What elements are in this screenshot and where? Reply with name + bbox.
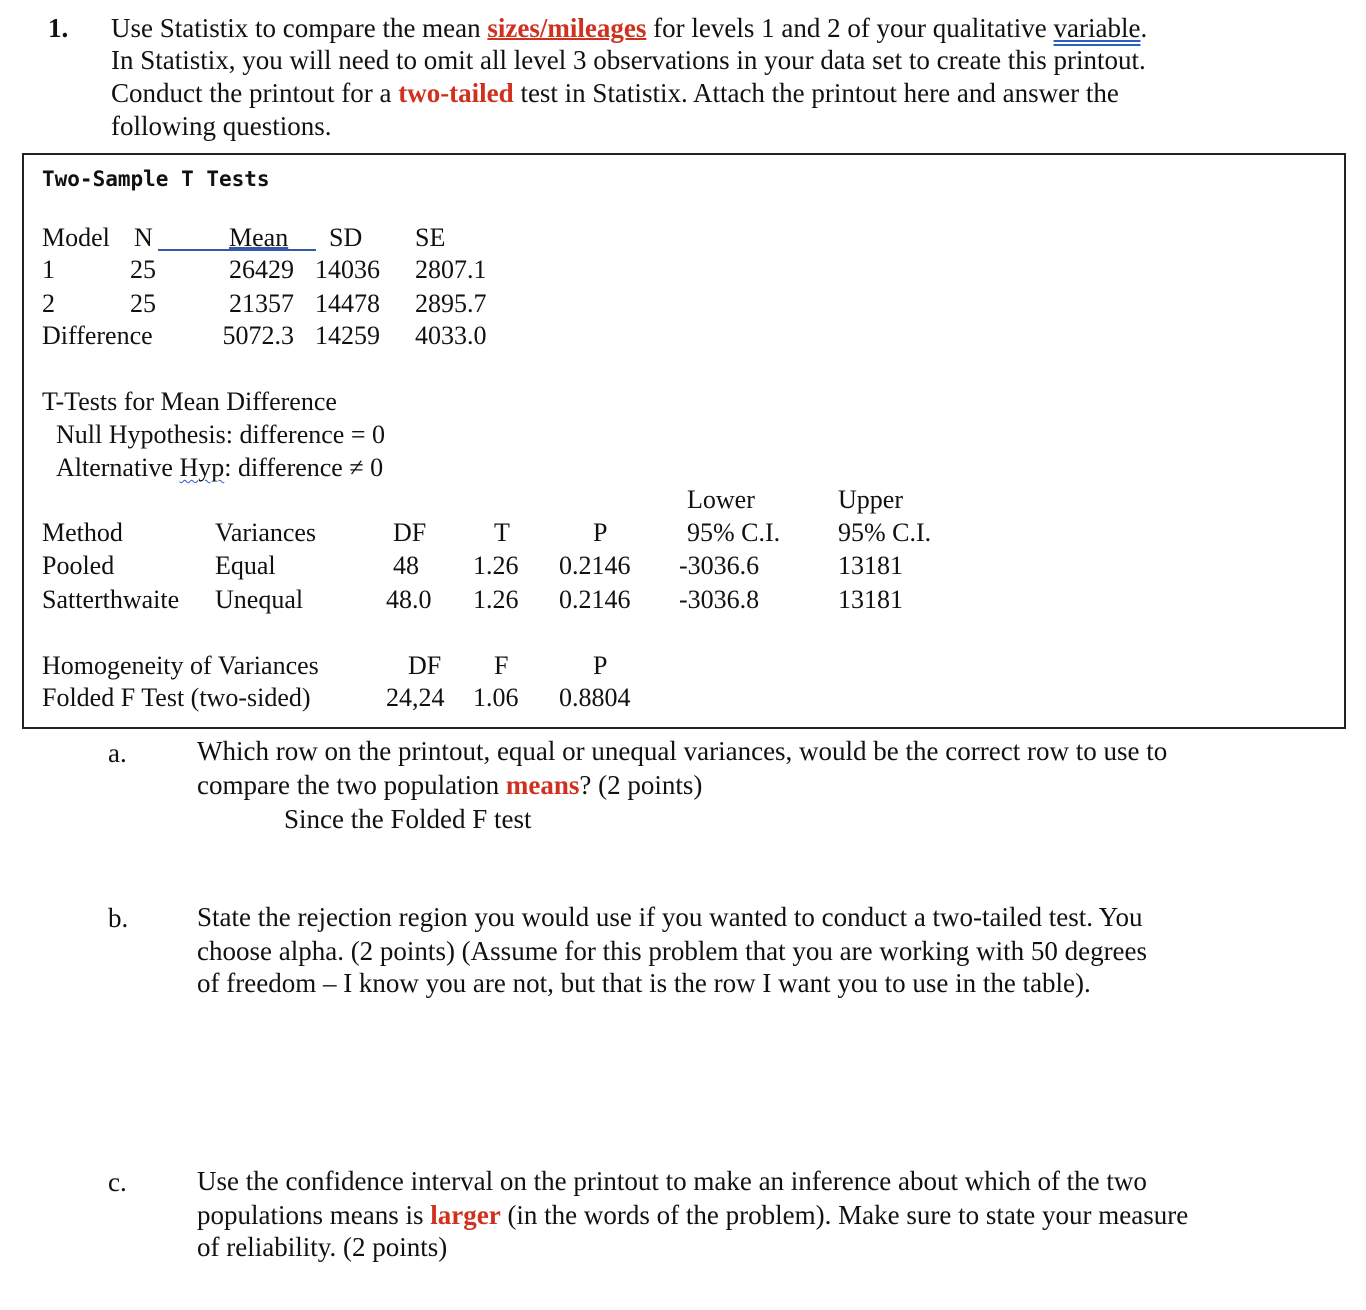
- part-a-answer: Since the Folded F test: [284, 804, 532, 834]
- summary-row-1-model: 1: [42, 255, 55, 284]
- question-number: 1.: [48, 13, 69, 43]
- alt-hyp-text: : difference ≠ 0: [224, 453, 384, 482]
- part-b-letter: b.: [108, 903, 129, 933]
- part-a-text: compare the two population: [197, 770, 506, 800]
- part-c-letter: c.: [108, 1167, 127, 1197]
- summary-row-3-mean: 5072.3: [222, 321, 294, 350]
- intro-text: for levels 1 and 2 of your qualitative: [646, 13, 1054, 43]
- summary-row-2-se: 2895.7: [415, 289, 487, 318]
- header-lower-ci: 95% C.I.: [687, 518, 781, 547]
- highlight-means: means: [505, 770, 580, 800]
- printout-title: Two-Sample T Tests: [42, 167, 270, 191]
- ttest-row-2-method: Satterthwaite: [42, 585, 180, 614]
- header-sd: SD: [329, 223, 363, 252]
- alt-hyp-text: Alternative: [56, 453, 180, 482]
- question-intro-line-2: In Statistix, you will need to omit all level 3 observations in your data set to create this printout.: [111, 45, 1146, 75]
- part-c-line-2: [197, 1199, 1188, 1231]
- header-model: Model: [42, 223, 110, 252]
- summary-row-1-n: 25: [130, 255, 156, 284]
- summary-row-2-model: 2: [42, 289, 55, 318]
- word-variable: variable: [1053, 13, 1141, 43]
- intro-text: Use Statistix to compare the mean: [111, 13, 488, 43]
- summary-row-2-mean: 21357: [229, 289, 294, 318]
- summary-row-1-se: 2807.1: [415, 255, 487, 284]
- homog-row-df: 24,24: [386, 683, 445, 712]
- ttest-row-2-p: 0.2146: [559, 585, 631, 614]
- ttest-row-2-df: 48.0: [386, 585, 432, 614]
- homog-title: Homogeneity of Variances: [42, 651, 319, 680]
- intro-text: .: [1140, 13, 1148, 43]
- word-hyp: Hyp: [179, 453, 225, 482]
- highlight-two-tailed: two-tailed: [398, 78, 514, 108]
- ttest-row-1-method: Pooled: [42, 551, 115, 580]
- header-upper-top: Upper: [838, 485, 903, 514]
- header-se: SE: [415, 223, 446, 252]
- summary-row-1-sd: 14036: [315, 255, 380, 284]
- ttest-row-2-upper: 13181: [838, 585, 903, 614]
- summary-row-2-sd: 14478: [315, 289, 380, 318]
- header-n: N: [134, 223, 153, 252]
- part-c-line-3: of reliability. (2 points): [197, 1232, 448, 1262]
- part-b-line-1: State the rejection region you would use if you wanted to conduct a two-tailed test. You: [197, 902, 1143, 932]
- part-c-text: (in the words of the problem). Make sure to state your measure: [500, 1200, 1189, 1230]
- homog-row-p: 0.8804: [559, 683, 631, 712]
- header-t: T: [494, 518, 510, 547]
- summary-row-1-mean: 26429: [229, 255, 294, 284]
- statistix-printout: [22, 153, 1346, 729]
- part-a-line-1: Which row on the printout, equal or unequal variances, would be the correct row to use to: [197, 736, 1168, 766]
- header-method: Method: [42, 518, 123, 547]
- ttest-row-1-df: 48: [393, 551, 419, 580]
- ttest-row-1-variances: Equal: [215, 551, 276, 580]
- ttest-row-2-t: 1.26: [473, 585, 519, 614]
- question-intro-line-3: [111, 77, 1119, 109]
- question-intro-line-1: [111, 12, 1147, 44]
- highlight-sizes-mileages: sizes/mileages: [487, 13, 647, 43]
- homog-header-f: F: [494, 651, 509, 680]
- homog-header-df: DF: [408, 651, 442, 680]
- highlight-larger: larger: [430, 1200, 501, 1230]
- header-p: P: [593, 518, 608, 547]
- header-upper-ci: 95% C.I.: [838, 518, 932, 547]
- null-hypothesis: Null Hypothesis: difference = 0: [56, 420, 385, 449]
- question-intro-line-4: following questions.: [111, 111, 332, 141]
- alternative-hypothesis: [56, 452, 383, 484]
- homog-header-p: P: [593, 651, 608, 680]
- summary-row-3-model: Difference: [42, 321, 153, 350]
- part-a-line-2: [197, 769, 702, 801]
- header-variances: Variances: [215, 518, 317, 547]
- ttest-row-1-p: 0.2146: [559, 551, 631, 580]
- header-lower-top: Lower: [687, 485, 755, 514]
- homog-row-label: Folded F Test (two-sided): [42, 683, 311, 712]
- homog-row-f: 1.06: [473, 683, 519, 712]
- intro-text: test in Statistix. Attach the printout here and answer the: [513, 78, 1119, 108]
- part-a-text: ? (2 points): [579, 770, 703, 800]
- ttest-row-1-lower: -3036.6: [679, 551, 760, 580]
- ttest-title: T-Tests for Mean Difference: [42, 387, 337, 416]
- part-c-line-1: Use the confidence interval on the printout to make an inference about which of the two: [197, 1166, 1147, 1196]
- summary-row-3-sd: 14259: [315, 321, 380, 350]
- part-a-letter: a.: [108, 738, 127, 768]
- part-c-text: populations means is: [197, 1200, 431, 1230]
- header-df: DF: [393, 518, 427, 547]
- part-b-line-2: choose alpha. (2 points) (Assume for this problem that you are working with 50 degrees: [197, 936, 1148, 966]
- ttest-row-2-variances: Unequal: [215, 585, 304, 614]
- intro-text: Conduct the printout for a: [111, 78, 399, 108]
- part-b-line-3: of freedom – I know you are not, but that is the row I want you to use in the table).: [197, 968, 1091, 998]
- ttest-row-1-t: 1.26: [473, 551, 519, 580]
- summary-row-2-n: 25: [130, 289, 156, 318]
- ttest-row-1-upper: 13181: [838, 551, 903, 580]
- ttest-row-2-lower: -3036.8: [679, 585, 760, 614]
- header-mean: Mean: [229, 223, 289, 252]
- summary-row-3-se: 4033.0: [415, 321, 487, 350]
